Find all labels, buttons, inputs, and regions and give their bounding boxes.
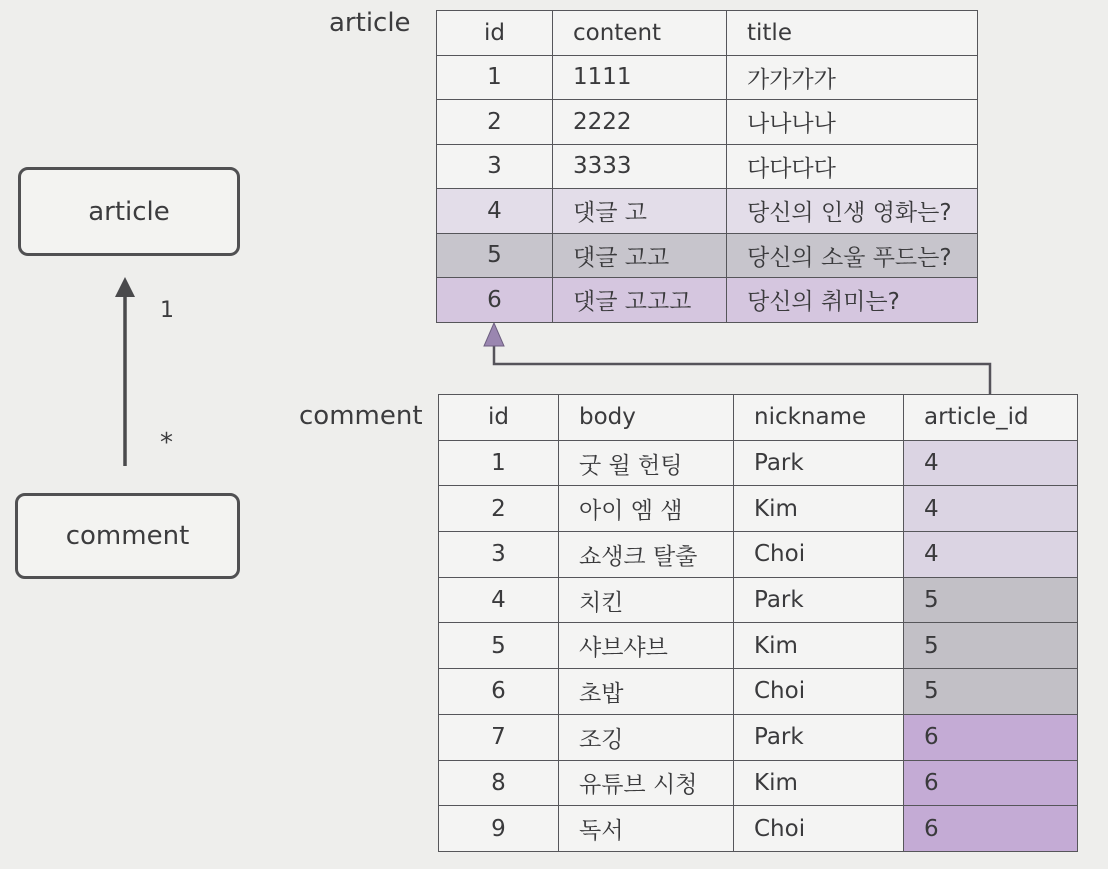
table-row xyxy=(439,577,1078,623)
cell-nickname: Kim xyxy=(734,623,904,669)
cell-nickname: Choi xyxy=(734,669,904,715)
cell-nickname: Park xyxy=(734,714,904,760)
cell-body: 아이 엠 샘 xyxy=(559,486,734,532)
column-header: nickname xyxy=(734,395,904,441)
cell-id: 1 xyxy=(439,440,559,486)
cell-title: 나나나나 xyxy=(727,100,978,145)
cell-nickname: Choi xyxy=(734,806,904,852)
cell-nickname: Kim xyxy=(734,486,904,532)
cell-body: 쇼생크 탈출 xyxy=(559,532,734,578)
cell-id: 9 xyxy=(439,806,559,852)
cell-id: 5 xyxy=(437,233,553,278)
entity-comment-box xyxy=(15,493,240,579)
cell-nickname: Choi xyxy=(734,532,904,578)
fk-arrowhead xyxy=(484,323,504,346)
comment-table xyxy=(438,394,1078,852)
cell-body: 굿 윌 헌팅 xyxy=(559,440,734,486)
cell-content: 댓글 고고고 xyxy=(553,278,727,323)
cell-body: 초밥 xyxy=(559,669,734,715)
table-row xyxy=(439,714,1078,760)
cell-article-id: 5 xyxy=(904,623,1078,669)
cell-id: 4 xyxy=(439,577,559,623)
cell-article-id: 4 xyxy=(904,440,1078,486)
cell-id: 8 xyxy=(439,760,559,806)
table-row xyxy=(439,532,1078,578)
table-row xyxy=(439,760,1078,806)
cell-article-id: 4 xyxy=(904,486,1078,532)
cell-content: 1111 xyxy=(553,55,727,100)
cell-id: 7 xyxy=(439,714,559,760)
cell-id: 3 xyxy=(439,532,559,578)
cell-article-id: 6 xyxy=(904,760,1078,806)
cell-article-id: 5 xyxy=(904,669,1078,715)
article-table xyxy=(436,10,978,323)
cell-id: 5 xyxy=(439,623,559,669)
table-header-row xyxy=(439,395,1078,441)
fk-arrow-line xyxy=(494,342,990,394)
cell-id: 1 xyxy=(437,55,553,100)
table-row xyxy=(439,623,1078,669)
comment-table-title: comment xyxy=(299,401,423,431)
table-row xyxy=(437,189,978,234)
cell-body: 샤브샤브 xyxy=(559,623,734,669)
multiplicity-many: * xyxy=(160,428,173,458)
cell-id: 2 xyxy=(437,100,553,145)
cell-nickname: Park xyxy=(734,577,904,623)
cell-title: 당신의 소울 푸드는? xyxy=(727,233,978,278)
cell-content: 댓글 고고 xyxy=(553,233,727,278)
table-header-row xyxy=(437,11,978,56)
cell-content: 3333 xyxy=(553,144,727,189)
cell-article-id: 6 xyxy=(904,714,1078,760)
cell-nickname: Park xyxy=(734,440,904,486)
multiplicity-one: 1 xyxy=(160,298,174,323)
table-row xyxy=(439,669,1078,715)
cell-title: 가가가가 xyxy=(727,55,978,100)
cell-article-id: 6 xyxy=(904,806,1078,852)
cell-body: 조깅 xyxy=(559,714,734,760)
cell-content: 2222 xyxy=(553,100,727,145)
entity-article-box xyxy=(18,167,240,256)
cell-content: 댓글 고 xyxy=(553,189,727,234)
cell-article-id: 4 xyxy=(904,532,1078,578)
column-header: content xyxy=(553,11,727,56)
table-row xyxy=(437,144,978,189)
cell-id: 4 xyxy=(437,189,553,234)
column-header: body xyxy=(559,395,734,441)
relation-arrowhead xyxy=(115,277,135,297)
cell-body: 독서 xyxy=(559,806,734,852)
entity-comment-label: comment xyxy=(65,521,190,551)
table-row xyxy=(437,278,978,323)
cell-id: 6 xyxy=(437,278,553,323)
column-header: id xyxy=(437,11,553,56)
table-row xyxy=(439,440,1078,486)
cell-body: 치킨 xyxy=(559,577,734,623)
column-header: article_id xyxy=(904,395,1078,441)
article-table-title: article xyxy=(329,8,411,38)
column-header: id xyxy=(439,395,559,441)
cell-article-id: 5 xyxy=(904,577,1078,623)
cell-title: 당신의 인생 영화는? xyxy=(727,189,978,234)
table-row xyxy=(439,806,1078,852)
column-header: title xyxy=(727,11,978,56)
cell-nickname: Kim xyxy=(734,760,904,806)
cell-title: 당신의 취미는? xyxy=(727,278,978,323)
cell-title: 다다다다 xyxy=(727,144,978,189)
cell-id: 2 xyxy=(439,486,559,532)
table-row xyxy=(437,100,978,145)
entity-article-label: article xyxy=(88,196,170,227)
cell-id: 3 xyxy=(437,144,553,189)
table-row xyxy=(437,55,978,100)
table-row xyxy=(437,233,978,278)
cell-id: 6 xyxy=(439,669,559,715)
cell-body: 유튜브 시청 xyxy=(559,760,734,806)
table-row xyxy=(439,486,1078,532)
